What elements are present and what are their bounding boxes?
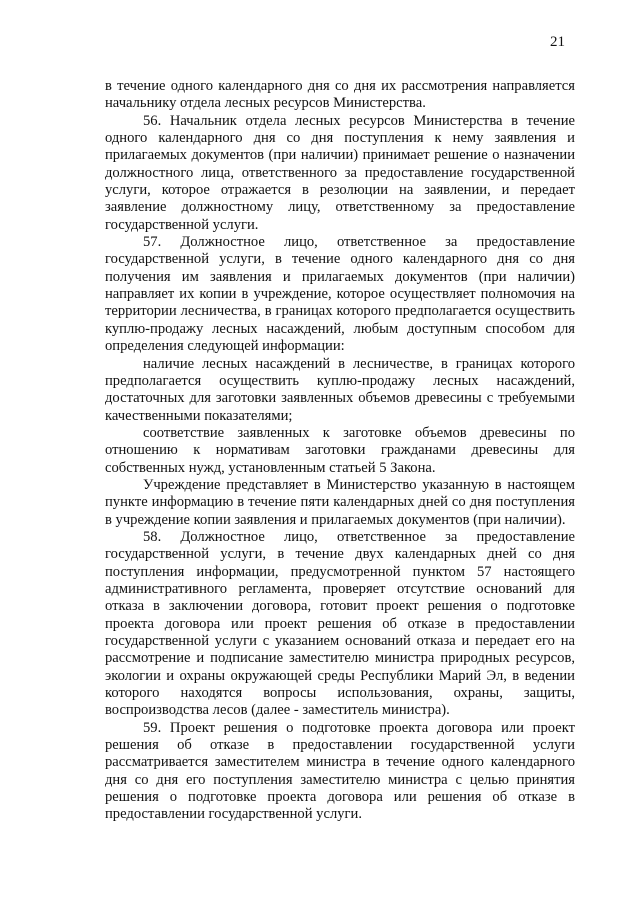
paragraph-59: 59. Проект решения о подготовке проекта договора или проект решения об отказе в предоставлении государственной услуги рассматривается заместителем министра в течение одного календарного дня со дня его поступления заместителю министра с целью принятия решения о подготовке проекта договора или решения об отказе в предоставлении государственной услуги. <box>105 719 575 823</box>
paragraph-continuation: в течение одного календарного дня со дня их рассмотрения направляется начальнику отдела лесных ресурсов Министерства. <box>105 78 575 112</box>
document-body <box>105 78 575 824</box>
paragraph-58: 58. Должностное лицо, ответственное за предоставление государственной услуги, в течение двух календарных дней со дня поступления информации, предусмотренной пунктом 57 настоящего административного регламента, проверяет отсутствие оснований для отказа в заключении договора, готовит проект решения о подготовке проекта договора или проект решения об отказе в предоставлении государственной услуги с указанием оснований отказа и передает его на рассмотрение и подписание заместителю министра природных ресурсов, экологии и охраны окружающей среды Республики Марий Эл, в ведении которого находятся вопросы использования, охраны, защиты, воспроизводства лесов (далее - заместитель министра). <box>105 528 575 719</box>
paragraph-57: 57. Должностное лицо, ответственное за предоставление государственной услуги, в течение одного календарного дня со дня получения им заявления и прилагаемых документов (при наличии) направляет их копии в учреждение, которое осуществляет полномочия на территории лесничества, в границах которого предполагается осуществить куплю-продажу лесных насаждений, любым доступным способом для определения следующей информации: <box>105 234 575 355</box>
paragraph-57-item-1: наличие лесных насаждений в лесничестве, в границах которого предполагается осуществить куплю-продажу лесных насаждений, достаточных для заготовки заявленных объемов древесины с требуемыми качественными показателями; <box>105 355 575 424</box>
page-number: 21 <box>550 34 565 50</box>
paragraph-57-institution: Учреждение представляет в Министерство указанную в настоящем пункте информацию в течение пяти календарных дней со дня поступления в учреждение копии заявления и прилагаемых документов (при наличии). <box>105 476 575 528</box>
paragraph-57-item-2: соответствие заявленных к заготовке объемов древесины по отношению к нормативам заготовки гражданами древесины для собственных нужд, установленным статьей 5 Закона. <box>105 424 575 476</box>
paragraph-56: 56. Начальник отдела лесных ресурсов Министерства в течение одного календарного дня со дня поступления к нему заявления и прилагаемых документов (при наличии) принимает решение о назначении должностного лица, ответственного за предоставление государственной услуги, которое отражается в резолюции на заявлении, и передает заявление должностному лицу, ответственному за предоставление государственной услуги. <box>105 112 575 233</box>
